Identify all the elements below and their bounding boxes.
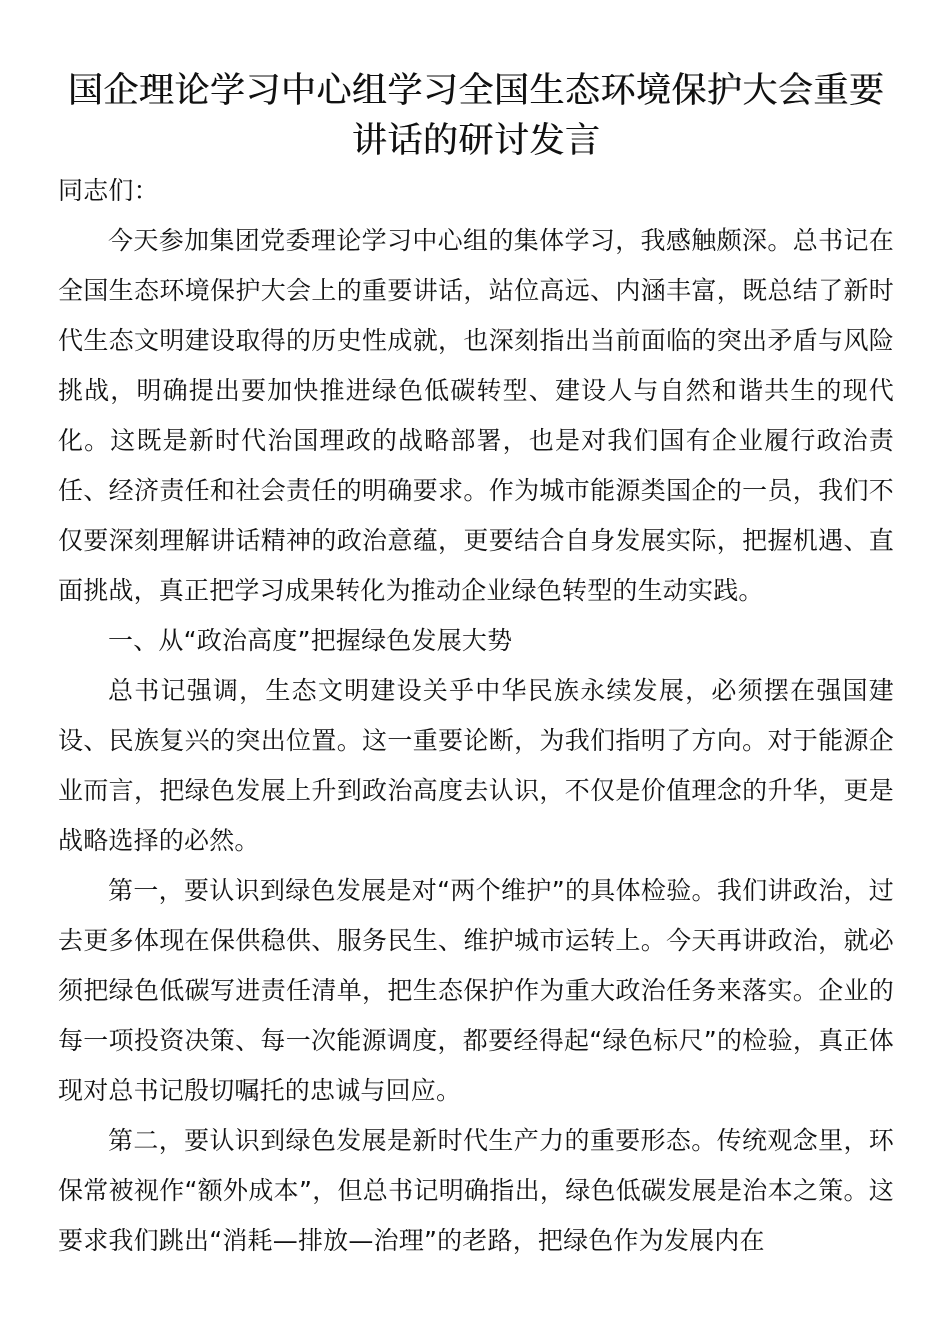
salutation: 同志们：	[58, 176, 159, 205]
section-1-paragraph-1: 总书记强调，生态文明建设关乎中华民族永续发展，必须摆在强国建设、民族复兴的突出位置。这一重要论断，为我们指明了方向。对于能源企业而言，把绿色发展上升到政治高度去认识，不仅是价值理念的升华，更是战略选择的必然。	[58, 676, 894, 855]
section-1-paragraph-3: 第二，要认识到绿色发展是新时代生产力的重要形态。传统观念里，环保常被视作“额外成本”，但总书记明确指出，绿色低碳发展是治本之策。这要求我们跳出“消耗—排放—治理”的老路，把绿色作为发展内在	[58, 1126, 894, 1255]
section-1-paragraph-2: 第一，要认识到绿色发展是对“两个维护”的具体检验。我们讲政治，过去更多体现在保供稳供、服务民生、维护城市运转上。今天再讲政治，就必须把绿色低碳写进责任清单，把生态保护作为重大政治任务来落实。企业的每一项投资决策、每一次能源调度，都要经得起“绿色标尺”的检验，真正体现对总书记殷切嘱托的忠诚与回应。	[58, 876, 894, 1105]
intro-paragraph: 今天参加集团党委理论学习中心组的集体学习，我感触颇深。总书记在全国生态环境保护大会上的重要讲话，站位高远、内涵丰富，既总结了新时代生态文明建设取得的历史性成就，也深刻指出当前面临的突出矛盾与风险挑战，明确提出要加快推进绿色低碳转型、建设人与自然和谐共生的现代化。这既是新时代治国理政的战略部署，也是对我们国有企业履行政治责任、经济责任和社会责任的明确要求。作为城市能源类国企的一员，我们不仅要深刻理解讲话精神的政治意蕴，更要结合自身发展实际，把握机遇、直面挑战，真正把学习成果转化为推动企业绿色转型的生动实践。	[58, 226, 894, 605]
document-page	[58, 66, 894, 1266]
section-heading-1: 一、从“政治高度”把握绿色发展大势	[108, 626, 513, 655]
document-title: 国企理论学习中心组学习全国生态环境保护大会重要讲话的研讨发言	[67, 71, 885, 161]
document-body	[58, 166, 894, 1266]
